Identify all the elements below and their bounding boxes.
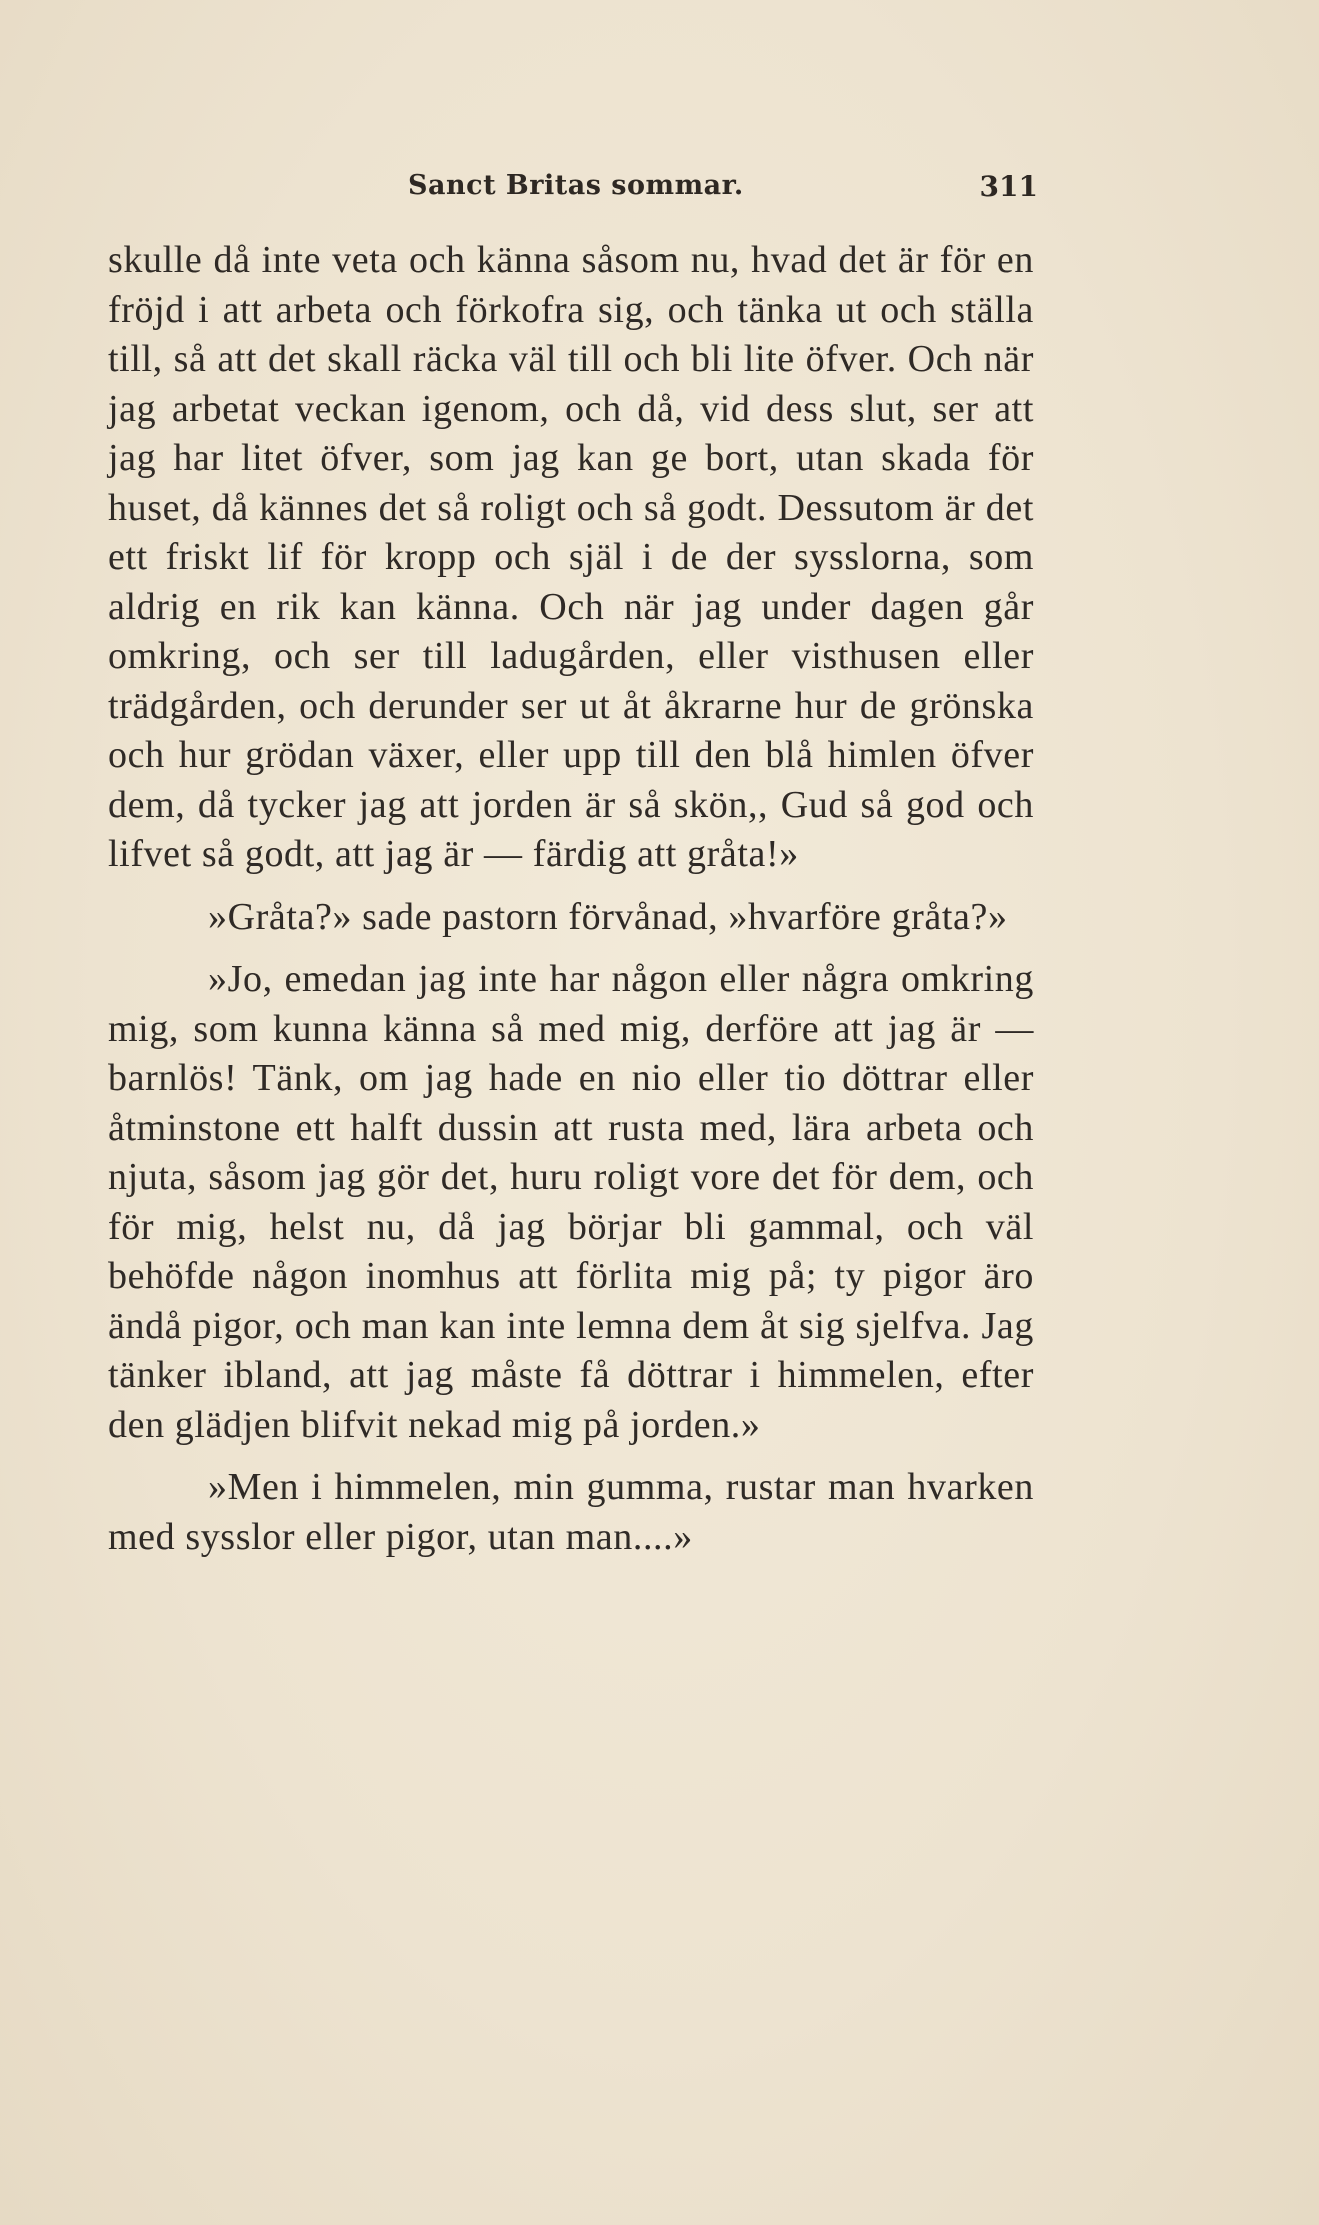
- paragraph-3: »Jo, emedan jag inte har någon eller några omkring mig, som kunna känna så med mig, derföre att jag är — barnlös! Tänk, om jag hade en nio eller tio döttrar eller åtminstone ett halft dussin att rusta med, lära arbeta och njuta, såsom jag gör det, huru roligt vore det för dem, och för mig, helst nu, då jag börjar bli gammal, och väl behöfde någon inomhus att förlita mig på; ty pigor äro ändå pigor, och man kan inte lemna dem åt sig sjelfva. Jag tänker ibland, att jag måste få döttrar i himmelen, efter den glädjen blifvit nekad mig på jorden.»: [108, 958, 1034, 1446]
- paragraph-4: »Men i himmelen, min gumma, rustar man hvarken med sysslor eller pigor, utan man....»: [108, 1466, 1034, 1558]
- paragraph-2: »Gråta?» sade pastorn förvånad, »hvarföre gråta?»: [208, 895, 1008, 938]
- page-number: 311: [979, 170, 1038, 203]
- page-header: [108, 170, 1038, 220]
- body-text: [108, 236, 1034, 1562]
- running-title: Sanct Britas sommar.: [408, 170, 744, 201]
- paragraph-1: skulle då inte veta och känna såsom nu, hvad det är för en fröjd i att arbeta och förkofra sig, och tänka ut och ställa till, så att det skall räcka väl till och bli lite öfver. Och när jag arbetat veckan igenom, och då, vid dess slut, ser att jag har litet öfver, som jag kan ge bort, utan skada för huset, då kännes det så roligt och så godt. Dessutom är det ett friskt lif för kropp och själ i de der sysslorna, som aldrig en rik kan känna. Och när jag under dagen går omkring, och ser till ladugården, eller visthusen eller trädgården, och derunder ser ut åt åkrarne hur de grönska och hur grödan växer, eller upp till den blå himlen öfver dem, då tycker jag att jorden är så skön,, Gud så god och lifvet så godt, att jag är — färdig att gråta!»: [108, 239, 1034, 875]
